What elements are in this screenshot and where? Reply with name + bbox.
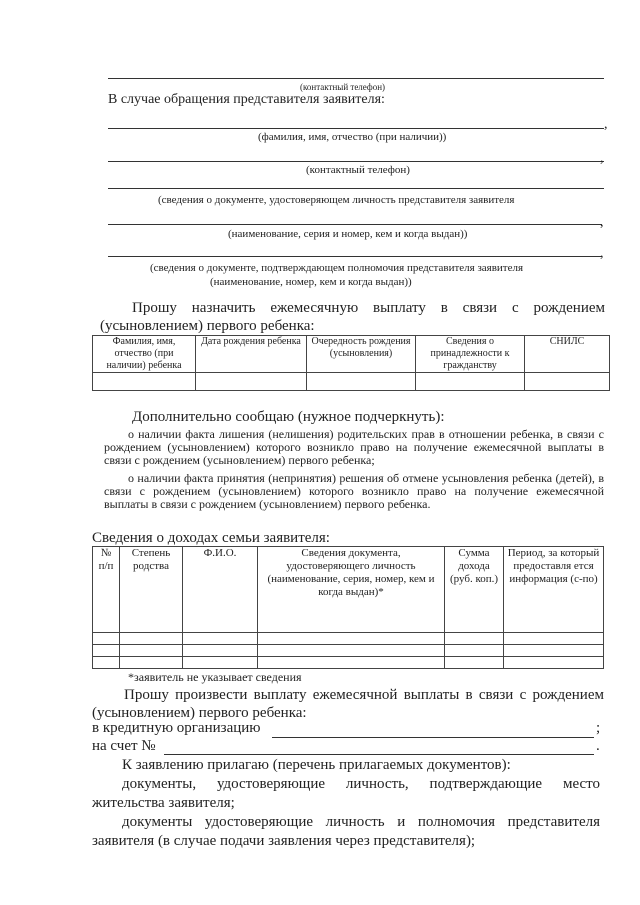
- comma: ,: [604, 117, 608, 132]
- cell[interactable]: [504, 633, 604, 645]
- cell[interactable]: [258, 657, 445, 669]
- cell[interactable]: [504, 645, 604, 657]
- child-col-birthdate: Дата рождения ребенка: [196, 336, 307, 373]
- account-label: на счет №: [92, 738, 156, 754]
- cell[interactable]: [416, 373, 525, 391]
- credit-org-field[interactable]: [272, 737, 594, 738]
- comma: ,: [600, 151, 604, 166]
- table-row: [93, 657, 604, 669]
- comma: ,: [600, 246, 604, 261]
- rep-fio-line[interactable]: [108, 128, 604, 129]
- cell[interactable]: [445, 633, 504, 645]
- table-row: [93, 645, 604, 657]
- cell[interactable]: [525, 373, 610, 391]
- child-col-order: Очередность рождения (усыновления): [307, 336, 416, 373]
- additional-item-2: о наличии факта принятия (непринятия) решения об отмене усыновления ребенка (детей), в связи с рождением (усыновлением) которого возникло право на получение ежемесячной выплаты в связи с рождением (усыновлением) первого ребенка.: [104, 471, 604, 511]
- cell[interactable]: [183, 657, 258, 669]
- income-col-sum: Сумма дохода (руб. коп.): [445, 547, 504, 633]
- rep-auth-doc-caption: (сведения о документе, подтверждающем полномочия представителя заявителя: [150, 262, 524, 274]
- credit-org-label: в кредитную организацию: [92, 720, 261, 736]
- cell[interactable]: [258, 645, 445, 657]
- cell[interactable]: [120, 657, 183, 669]
- cell[interactable]: [93, 657, 120, 669]
- cell[interactable]: [445, 657, 504, 669]
- additional-item-1: о наличии факта лишения (нелишения) родительских прав в отношении ребенка, в связи с рождением (усыновлением) которого возникло право на получение ежемесячной выплаты в связи с рождением (усыновлением) первого ребенка;: [104, 427, 604, 467]
- rep-phone-line[interactable]: [108, 161, 604, 162]
- child-col-snils: СНИЛС: [525, 336, 610, 373]
- payment-text: Прошу произвести выплату ежемесячной выплаты в связи с рождением (усыновлением) первого ребенка:: [92, 687, 604, 721]
- table-row: [93, 633, 604, 645]
- income-col-num: № п/п: [93, 547, 120, 633]
- rep-auth-doc-line[interactable]: [108, 256, 602, 257]
- cell[interactable]: [196, 373, 307, 391]
- income-table: [92, 546, 604, 669]
- cell[interactable]: [183, 633, 258, 645]
- child-table: [92, 335, 610, 391]
- rep-phone-caption: (контактный телефон): [306, 164, 410, 176]
- table-row: [93, 373, 610, 391]
- rep-auth-doc-caption-2: (наименование, номер, кем и когда выдан)): [210, 276, 412, 288]
- cell[interactable]: [93, 645, 120, 657]
- cell[interactable]: [307, 373, 416, 391]
- income-col-fio: Ф.И.О.: [183, 547, 258, 633]
- request-text: Прошу назначить ежемесячную выплату в связи с рождением (усыновлением) первого ребенка:: [100, 300, 605, 334]
- representative-intro: В случае обращения представителя заявителя:: [108, 92, 385, 107]
- attachments-title: К заявлению прилагаю (перечень прилагаемых документов):: [122, 757, 511, 773]
- cell[interactable]: [445, 645, 504, 657]
- child-col-fio: Фамилия, имя, отчество (при наличии) ребенка: [93, 336, 196, 373]
- rep-fio-caption: (фамилия, имя, отчество (при наличии)): [258, 131, 447, 143]
- rep-id-doc-caption-2: (наименование, серия и номер, кем и когда выдан)): [228, 228, 468, 240]
- applicant-phone-caption: (контактный телефон): [300, 82, 386, 92]
- additional-title: Дополнительно сообщаю (нужное подчеркнуть):: [132, 409, 445, 425]
- rep-id-doc-line-2[interactable]: [108, 224, 602, 225]
- cell[interactable]: [183, 645, 258, 657]
- income-footnote: *заявитель не указывает сведения: [128, 670, 302, 684]
- cell[interactable]: [120, 645, 183, 657]
- cell[interactable]: [504, 657, 604, 669]
- income-title: Сведения о доходах семьи заявителя:: [92, 530, 330, 546]
- income-col-period: Период, за который предоставля ется информация (с-по): [504, 547, 604, 633]
- cell[interactable]: [93, 373, 196, 391]
- period: .: [596, 738, 600, 754]
- cell[interactable]: [120, 633, 183, 645]
- rep-id-doc-caption: (сведения о документе, удостоверяющем личность представителя заявителя: [158, 194, 515, 206]
- attachment-item-2: документы удостоверяющие личность и полномочия представителя заявителя (в случае подачи заявления через представителя);: [92, 814, 600, 849]
- attachment-item-1: документы, удостоверяющие личность, подтверждающие место жительства заявителя;: [92, 776, 600, 811]
- semicolon: ;: [596, 720, 601, 736]
- comma: ,: [600, 215, 604, 230]
- income-col-relation: Степень родства: [120, 547, 183, 633]
- child-col-citizenship: Сведения о принадлежности к гражданству: [416, 336, 525, 373]
- rep-id-doc-line[interactable]: [108, 188, 604, 189]
- income-col-document: Сведения документа, удостоверяющего личность (наименование, серия, номер, кем и когда выдан)*: [258, 547, 445, 633]
- applicant-phone-line[interactable]: [108, 78, 604, 79]
- cell[interactable]: [258, 633, 445, 645]
- cell[interactable]: [93, 633, 120, 645]
- account-field[interactable]: [164, 754, 594, 755]
